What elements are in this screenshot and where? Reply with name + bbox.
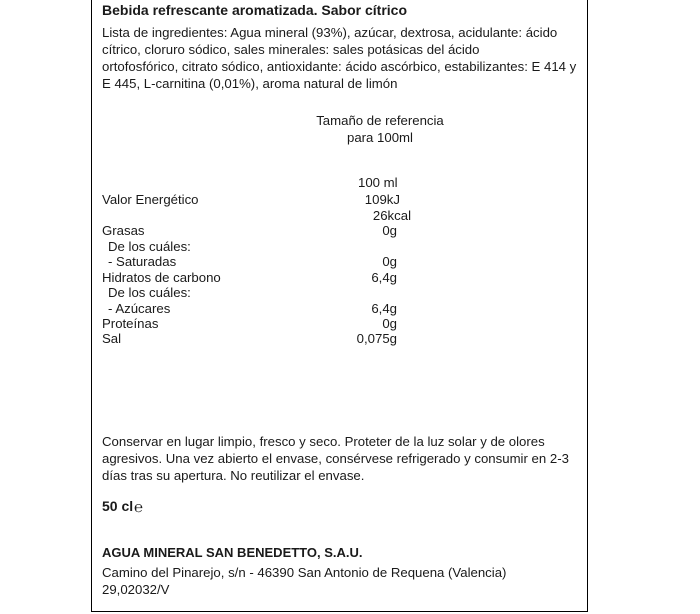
net-volume-value: 50 cl	[102, 498, 134, 514]
ingredients-line-2: cítrico, cloruro sódico, sales minerales: sales potásicas del ácido	[102, 42, 480, 57]
nutrient-label-salt: Sal	[102, 331, 122, 346]
sanitary-registry-number: 29,02032/V	[102, 582, 170, 597]
nutrient-label-protein: Proteínas	[102, 316, 159, 331]
reference-size-line-2: para 100ml	[347, 130, 413, 145]
reference-size-line-1: Tamaño de referencia	[316, 113, 444, 128]
nutrient-label-energy: Valor Energético	[102, 192, 199, 207]
nutrient-value-fat: 0g	[382, 223, 397, 238]
storage-line-2: agresivos. Una vez abierto el envase, consérvese refrigerado y consumir en 2-3	[102, 451, 569, 466]
nutrient-label-carb-subheading: De los cuáles:	[108, 285, 191, 300]
company-name: AGUA MINERAL SAN BENEDETTO, S.A.U.	[102, 545, 363, 560]
nutrient-label-saturated: - Saturadas	[108, 254, 177, 269]
estimated-sign-icon: ℮	[134, 499, 144, 516]
ingredients-line-1: Lista de ingredientes: Agua mineral (93%), azúcar, dextrosa, acidulante: ácido	[102, 25, 558, 40]
nutrition-column-header: 100 ml	[358, 175, 398, 190]
nutrient-label-sugars: - Azúcares	[108, 301, 171, 316]
nutrient-label-carbohydrates: Hidratos de carbono	[102, 270, 221, 285]
company-address: Camino del Pinarejo, s/n - 46390 San Antonio de Requena (Valencia)	[102, 565, 507, 580]
nutrient-value-sugars: 6,4g	[371, 301, 397, 316]
nutrient-value-protein: 0g	[382, 316, 397, 331]
storage-line-3: días tras su apertura. No reutilizar el envase.	[102, 468, 365, 483]
nutrient-value-salt: 0,075g	[356, 331, 397, 346]
ingredients-line-4: E 445, L-carnitina (0,01%), aroma natural de limón	[102, 76, 398, 91]
nutrient-value-carbohydrates: 6,4g	[371, 270, 397, 285]
nutrient-label-fat-subheading: De los cuáles:	[108, 239, 191, 254]
nutrient-label-fat: Grasas	[102, 223, 145, 238]
storage-line-1: Conservar en lugar limpio, fresco y seco. Proteter de la luz solar y de olores	[102, 434, 545, 449]
nutrient-value-energy-kj: 109kJ	[364, 192, 400, 207]
nutrient-value-energy-kcal: 26kcal	[372, 208, 411, 223]
net-volume	[102, 498, 143, 515]
nutrient-value-saturated: 0g	[382, 254, 397, 269]
ingredients-line-3: ortofosfórico, citrato sódico, antioxidante: ácido ascórbico, estabilizantes: E 414 y	[102, 59, 577, 74]
product-title: Bebida refrescante aromatizada. Sabor cítrico	[102, 2, 407, 18]
